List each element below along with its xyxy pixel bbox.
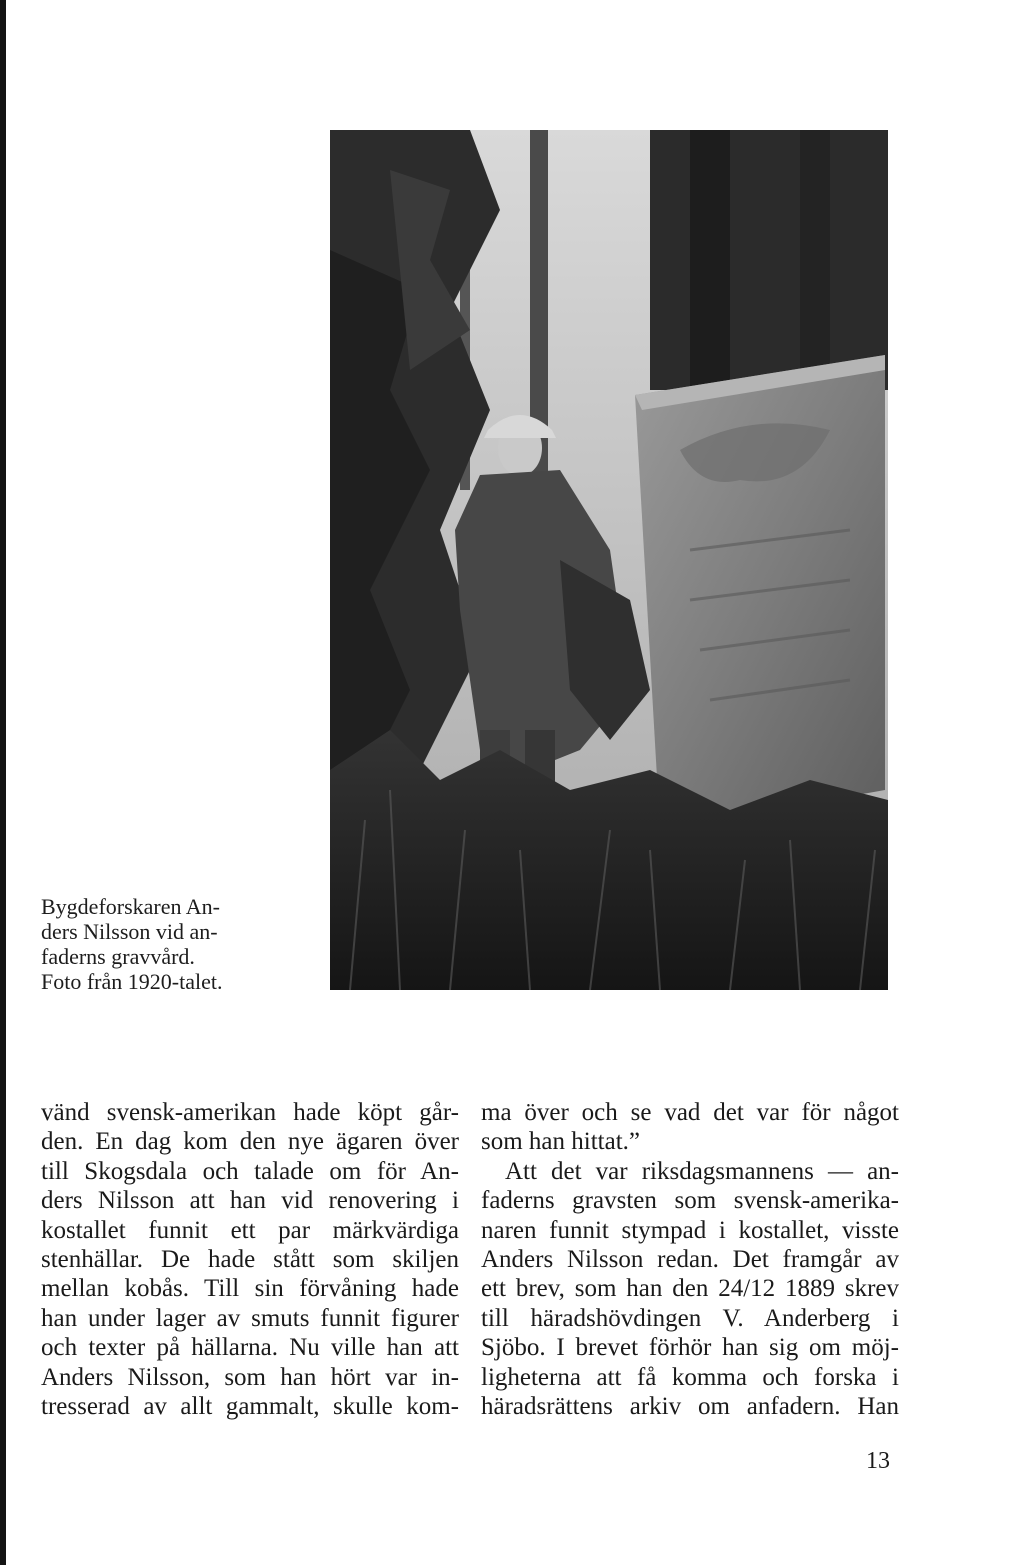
text-line: häradsrättens arkiv om anfadern. Han <box>481 1392 899 1420</box>
body-column-left <box>41 1098 459 1421</box>
caption-line: Foto från 1920-talet. <box>41 969 223 994</box>
text-line: vänd svensk-amerikan hade köpt går- <box>41 1099 459 1126</box>
caption-line: ders Nilsson vid an- <box>41 919 218 944</box>
text-line: mellan kobås. Till sin förvåning hade <box>41 1275 459 1303</box>
photograph-gravestone <box>330 130 888 990</box>
photo-caption <box>41 894 301 994</box>
text-line: stenhällar. De hade stått som skiljen <box>41 1245 459 1273</box>
text-line: ett brev, som han den 24/12 1889 skrev <box>481 1275 899 1303</box>
text-line: och texter på hällarna. Nu ville han att <box>41 1334 459 1362</box>
text-line: ligheterna att få komma och forska i <box>481 1363 899 1391</box>
text-line: till Skogsdala och talade om för An- <box>41 1157 459 1185</box>
text-line: faderns gravsten som svensk-amerika- <box>481 1187 899 1215</box>
text-line: tresserad av allt gammalt, skulle kom- <box>41 1392 459 1420</box>
text-line: ders Nilsson att han vid renovering i <box>41 1187 459 1215</box>
caption-line: faderns gravvård. <box>41 944 195 969</box>
body-column-right <box>481 1098 899 1421</box>
page-number: 13 <box>866 1448 890 1474</box>
text-line: han under lager av smuts funnit figurer <box>41 1304 459 1332</box>
text-line: naren funnit stympad i kostallet, visste <box>481 1216 899 1244</box>
page-edge <box>0 0 6 1565</box>
text-line: Att det var riksdagsmannens — an- <box>505 1157 899 1185</box>
text-line: till häradshövdingen V. Anderberg i <box>481 1304 899 1332</box>
text-line: Anders Nilsson redan. Det framgår av <box>481 1245 899 1273</box>
text-line: som han hittat.” <box>481 1128 640 1156</box>
text-line: den. En dag kom den nye ägaren över <box>41 1128 459 1156</box>
text-line: ma över och se vad det var för något <box>481 1099 899 1126</box>
text-line: kostallet funnit ett par märkvärdiga <box>41 1216 459 1244</box>
text-line: Anders Nilsson, som han hört var in- <box>41 1363 459 1391</box>
caption-line: Bygdeforskaren An- <box>41 894 221 919</box>
text-line: Sjöbo. I brevet förhör han sig om möj- <box>481 1334 899 1362</box>
photo-illustration <box>330 130 888 990</box>
